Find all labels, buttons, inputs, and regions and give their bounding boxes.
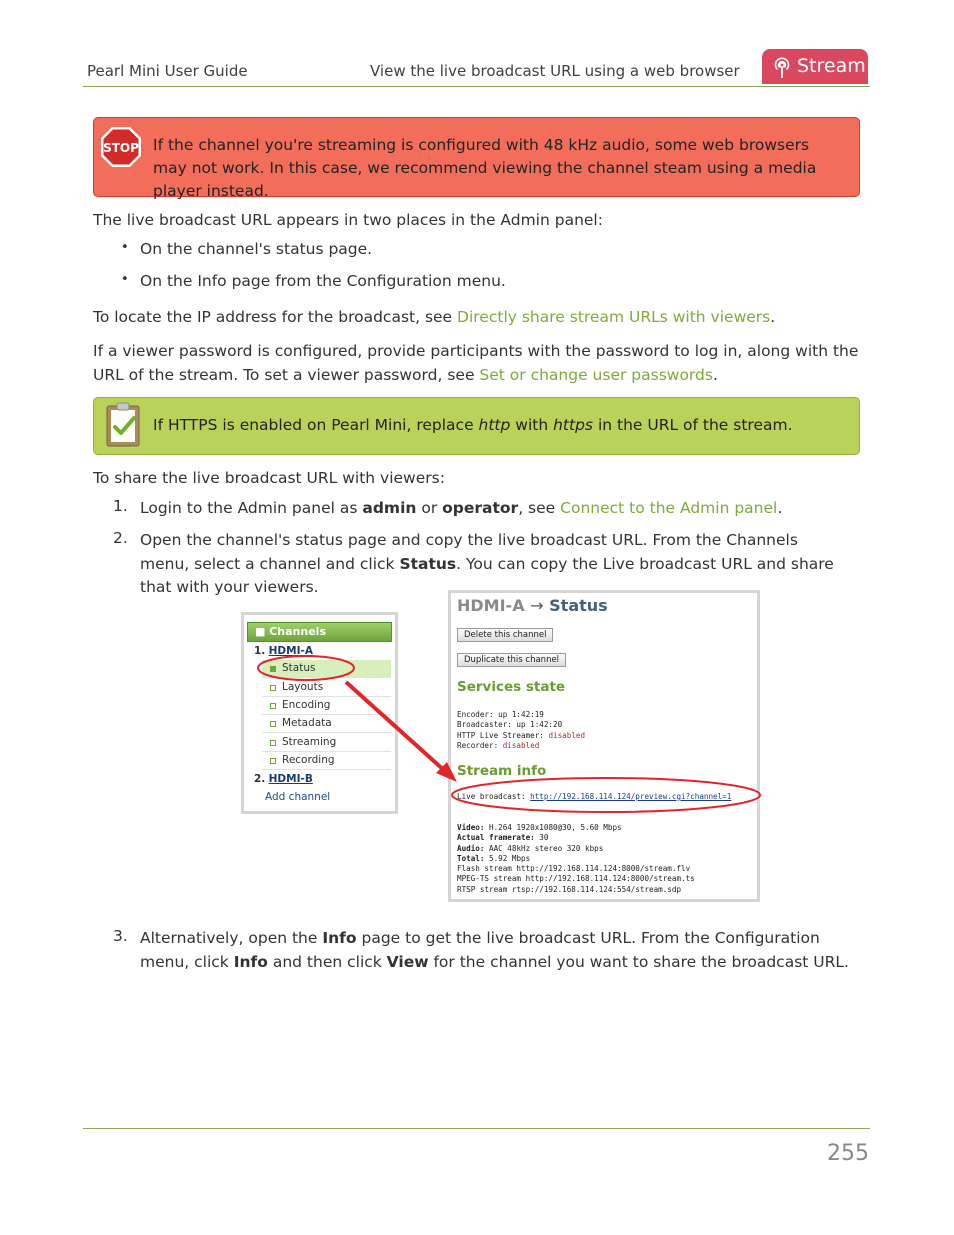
warning-text: If the channel you're streaming is configured with 48 kHz audio, some web browsers may not work. In this case, we recommend viewing the channel steam using a media player instead.	[153, 136, 817, 200]
guide-title: Pearl Mini User Guide	[87, 62, 248, 80]
password-paragraph: If a viewer password is configured, provide participants with the password to log in, along with the URL of the stream. To set a viewer password, see Set or change user passwords.	[93, 342, 859, 384]
broadcast-antenna-icon	[772, 57, 792, 79]
stop-sign-icon	[99, 125, 143, 169]
stream-info-heading: Stream info	[457, 763, 547, 779]
share-urls-link[interactable]: Directly share stream URLs with viewers	[457, 308, 771, 326]
menu-item-encoding[interactable]: Encoding	[262, 697, 391, 715]
list-item: • On the channel's status page.	[140, 240, 372, 258]
admin-panel-link[interactable]: Connect to the Admin panel	[560, 499, 778, 517]
clipboard-check-icon	[104, 400, 144, 450]
warning-callout	[93, 117, 860, 200]
footer-rule	[83, 1128, 870, 1129]
ip-paragraph: To locate the IP address for the broadcast, see Directly share stream URLs with viewers.	[93, 308, 776, 326]
intro-paragraph: The live broadcast URL appears in two places in the Admin panel:	[93, 211, 603, 229]
share-intro: To share the live broadcast URL with viewers:	[93, 469, 445, 487]
stream-tab-label: Stream	[797, 55, 866, 77]
channels-header: ■ Channels	[247, 622, 392, 642]
step-1-text: Login to the Admin panel as admin or operator, see Connect to the Admin panel.	[140, 499, 783, 517]
step-number: 1.	[113, 497, 128, 515]
menu-item-metadata[interactable]: Metadata	[262, 715, 391, 733]
step-2-text: Open the channel's status page and copy the live broadcast URL. From the Channels menu, select a channel and click Status. You can copy the Live broadcast URL and share that with your viewers.	[140, 531, 834, 596]
user-passwords-link[interactable]: Set or change user passwords	[479, 366, 713, 384]
services-heading: Services state	[457, 679, 566, 695]
page-number: 255	[827, 1141, 869, 1166]
status-page-screenshot	[448, 590, 760, 902]
step-number: 2.	[113, 529, 128, 547]
stream-details: Video: H.264 1920x1080@30, 5.60 Mbps Actual framerate: 30 Audio: AAC 48kHz stereo 320 kbps Total: 5.92 Mbps Flash stream http://192.168.114.124:8000/stream.flv MPEG-TS stream http://192.168.114.124:8000/stream.ts RTSP stream rtsp://192.168.114.124:554/stream.sdp	[457, 823, 695, 894]
duplicate-channel-button[interactable]: Duplicate this channel	[457, 653, 566, 667]
status-title: HDMI-A → Status	[457, 596, 608, 615]
svg-text:STOP: STOP	[103, 141, 139, 155]
live-broadcast-url[interactable]: http://192.168.114.124/preview.cgi?channel=1	[530, 792, 732, 801]
add-channel-link[interactable]: Add channel	[265, 791, 331, 803]
step-number: 3.	[113, 927, 128, 945]
tip-text: If HTTPS is enabled on Pearl Mini, replace http with https in the URL of the stream.	[153, 416, 793, 434]
step-3-text: Alternatively, open the Info page to get the live broadcast URL. From the Configuration menu, click Info and then click View for the channel you want to share the broadcast URL.	[140, 929, 849, 971]
channels-menu-screenshot	[241, 612, 398, 814]
section-title: View the live broadcast URL using a web browser	[370, 62, 740, 80]
menu-item-status[interactable]: Status	[262, 660, 391, 678]
channel-2-link[interactable]: 2. HDMI-B	[254, 773, 313, 785]
menu-item-recording[interactable]: Recording	[262, 752, 391, 770]
stream-tab	[762, 49, 868, 84]
list-item: • On the Info page from the Configuration menu.	[140, 272, 506, 290]
live-broadcast-line: Live broadcast: http://192.168.114.124/preview.cgi?channel=1	[457, 792, 732, 801]
services-list: Encoder: up 1:42:19 Broadcaster: up 1:42:20 HTTP Live Streamer: disabled Recorder: disabled	[457, 710, 586, 750]
menu-item-layouts[interactable]: Layouts	[262, 679, 391, 697]
delete-channel-button[interactable]: Delete this channel	[457, 628, 553, 642]
tip-callout	[93, 397, 860, 455]
channel-1-link[interactable]: 1. HDMI-A	[254, 645, 313, 657]
header-rule	[83, 86, 870, 87]
menu-item-streaming[interactable]: Streaming	[262, 734, 391, 752]
